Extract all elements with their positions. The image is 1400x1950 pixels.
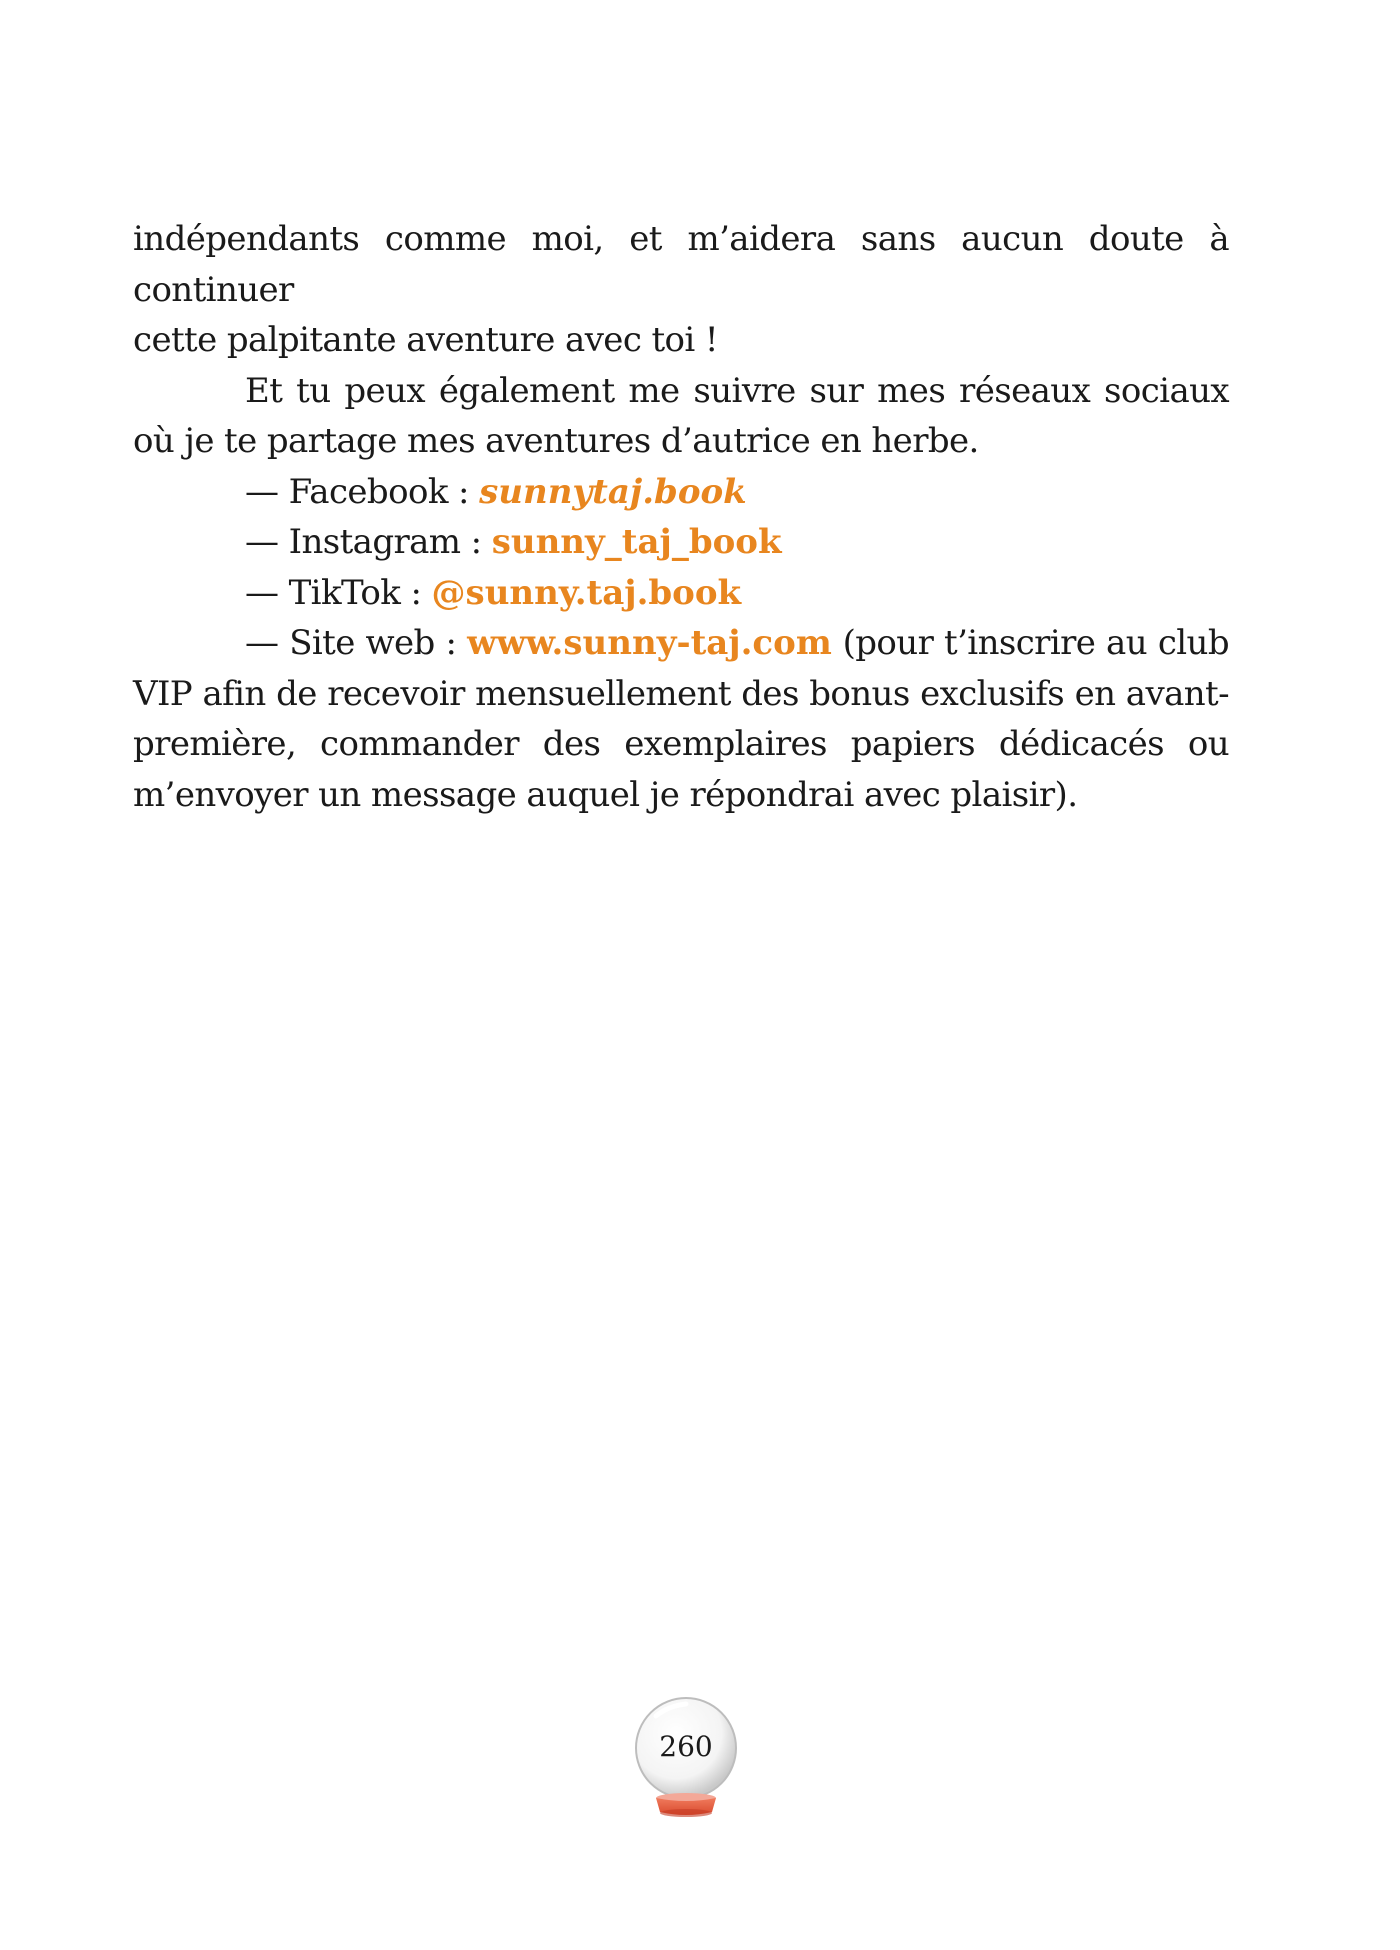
instagram-label: — Instagram :: [245, 522, 492, 562]
website-link[interactable]: www.sunny-taj.com: [467, 623, 832, 663]
tiktok-label: — TikTok :: [245, 572, 432, 613]
paragraph-1-line-2: cette palpitante aventure avec toi !: [133, 320, 718, 360]
website-item: [133, 618, 1229, 820]
instagram-item: [133, 517, 1229, 568]
page-number-badge: [628, 1694, 744, 1822]
paragraph-1: [133, 214, 1229, 366]
tiktok-link[interactable]: @sunny.taj.book: [431, 572, 742, 613]
facebook-link[interactable]: sunnytaj.book: [479, 471, 747, 512]
page-number: 260: [659, 1730, 713, 1763]
tiktok-item: [133, 568, 1229, 619]
paragraph-2: Et tu peux également me suivre sur mes réseaux sociaux où je te partage mes aventures d’autrice en herbe.: [133, 370, 1229, 461]
website-description: (pour t’inscrire au club VIP afin de recevoir mensuellement des bonus exclusifs en avant-première, commander des exemplaires papiers dédicacés ou m’envoyer un message auquel je répondrai avec plaisir).: [133, 623, 1229, 815]
instagram-link[interactable]: sunny_taj_book: [491, 522, 782, 562]
website-label: — Site web :: [245, 623, 468, 663]
paragraph-1-line-1: indépendants comme moi, et m’aidera sans aucun doute à continuer: [133, 219, 1229, 310]
facebook-label: — Facebook :: [245, 471, 480, 512]
page-content: [133, 214, 1229, 820]
facebook-item: [133, 467, 1229, 518]
